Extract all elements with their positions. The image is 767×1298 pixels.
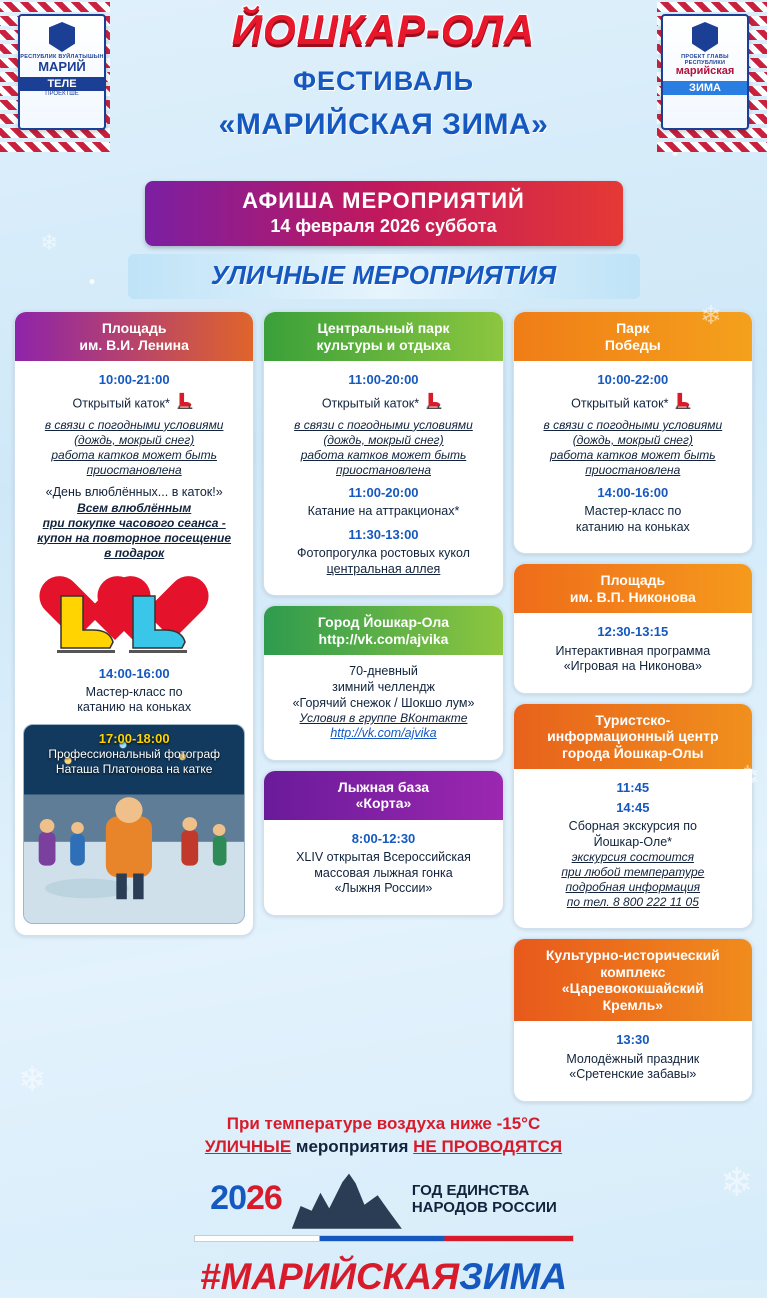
event-note: Всем влюблённым bbox=[77, 500, 192, 515]
photo-session-image bbox=[23, 724, 245, 924]
event-note: в связи с погодными условиями bbox=[543, 417, 723, 432]
ice-skate-icon bbox=[423, 391, 445, 418]
event-entry bbox=[272, 664, 494, 742]
snowflake-icon: ❄ bbox=[40, 230, 59, 255]
event-note: работа катков может быть bbox=[51, 447, 217, 462]
event-time: 8:00-12:30 bbox=[351, 830, 416, 846]
page-title-city: ЙОШКАР-ОЛА bbox=[231, 6, 536, 53]
event-card[interactable] bbox=[263, 605, 503, 761]
event-card-body bbox=[514, 769, 752, 928]
event-entry bbox=[23, 372, 245, 478]
event-entry bbox=[522, 372, 744, 478]
event-time: 14:45 bbox=[616, 799, 650, 815]
photo-time: 17:00-18:00 bbox=[98, 731, 170, 747]
event-text: зимний челлендж bbox=[332, 679, 435, 694]
event-text: катанию на коньках bbox=[575, 519, 690, 534]
year-caption-line1: ГОД ЕДИНСТВА bbox=[411, 1181, 530, 1199]
temperature-warning bbox=[12, 1114, 755, 1157]
event-entry bbox=[522, 624, 744, 675]
event-note: при покупке часового сеанса - bbox=[42, 515, 226, 530]
event-time: 14:00-16:00 bbox=[597, 484, 669, 500]
event-text: Интерактивная программа bbox=[555, 643, 711, 658]
event-entry bbox=[522, 485, 744, 536]
hashtag bbox=[0, 1256, 767, 1298]
event-time: 10:00-22:00 bbox=[597, 372, 669, 388]
event-card-body bbox=[264, 655, 502, 760]
event-text: Открытый каток* bbox=[23, 391, 245, 418]
event-time: 10:00-21:00 bbox=[98, 372, 170, 388]
event-time: 11:00-20:00 bbox=[348, 372, 419, 388]
snowflake-icon: ❄ bbox=[735, 761, 761, 794]
event-card[interactable] bbox=[14, 311, 254, 936]
event-note: Условия в группе ВКонтакте bbox=[299, 711, 468, 726]
warning-not-held: НЕ ПРОВОДЯТСЯ bbox=[413, 1136, 563, 1156]
event-time: 11:00-20:00 bbox=[348, 484, 419, 500]
event-text: «День влюблённых... в каток!» bbox=[45, 484, 223, 499]
event-time: 11:30-13:00 bbox=[348, 526, 419, 542]
events-column bbox=[263, 311, 503, 916]
logo-right-name: марийская bbox=[675, 65, 735, 77]
event-card-body bbox=[15, 361, 253, 935]
poster-title-banner bbox=[145, 181, 623, 246]
logo-right-band: ЗИМА bbox=[663, 81, 747, 95]
year-of-unity-logo bbox=[0, 1169, 767, 1229]
event-note: приостановлена bbox=[335, 462, 431, 477]
snowflake-icon: ❄ bbox=[20, 560, 36, 580]
event-text: Мастер-класс по bbox=[584, 504, 682, 519]
event-text: катанию на коньках bbox=[77, 700, 192, 715]
event-note: в связи с погодными условиями bbox=[44, 417, 224, 432]
event-text: Открытый каток* bbox=[272, 391, 494, 418]
ice-skate-icon bbox=[672, 391, 694, 418]
hashtag-part2: ЗИМА bbox=[459, 1255, 568, 1297]
year-caption-line2: НАРОДОВ РОССИИ bbox=[411, 1198, 557, 1216]
events-column bbox=[513, 311, 753, 1102]
event-card[interactable] bbox=[263, 311, 503, 596]
event-note: (дождь, мокрый снег) bbox=[74, 432, 195, 447]
event-card-title: Парк Победы bbox=[514, 312, 752, 361]
event-text: Фотопрогулка ростовых кукол bbox=[297, 546, 470, 561]
event-card-title: Культурно-исторический комплекс «Царевококшайский Кремль» bbox=[514, 939, 752, 1021]
event-card-title: Лыжная база «Корта» bbox=[264, 771, 502, 820]
snowflake-icon: ❄ bbox=[700, 300, 722, 330]
event-text: «Игровая на Никонова» bbox=[563, 659, 702, 674]
event-text: Йошкар-Оле* bbox=[593, 834, 673, 849]
year-caption bbox=[412, 1182, 557, 1217]
poster-header bbox=[0, 0, 767, 175]
event-text: Катание на аттракционах* bbox=[307, 504, 460, 519]
event-note: работа катков может быть bbox=[300, 447, 467, 462]
event-text: Мастер-класс по bbox=[85, 684, 183, 699]
logo-right-top: ПРОЕКТ ГЛАВЫ РЕСПУБЛИКИ bbox=[681, 54, 729, 66]
event-text: 70-дневный bbox=[349, 664, 418, 679]
event-entry bbox=[272, 372, 494, 478]
festival-name: «МАРИЙСКАЯ ЗИМА» bbox=[218, 108, 549, 141]
event-note: приостановлена bbox=[585, 462, 681, 477]
event-entry bbox=[522, 1032, 744, 1083]
event-entry bbox=[272, 527, 494, 578]
photo-caption-line: Наташа Платонова на катке bbox=[55, 762, 213, 777]
poster-title: АФИША МЕРОПРИЯТИЙ bbox=[242, 188, 525, 213]
event-card-title: Город Йошкар-Ола http://vk.com/ajvika bbox=[264, 606, 502, 655]
tricolor-bar bbox=[194, 1235, 574, 1242]
event-note: подробная информация bbox=[565, 880, 701, 895]
event-note: экскурсия состоится bbox=[571, 850, 694, 865]
event-card[interactable] bbox=[263, 770, 503, 916]
event-time: 13:30 bbox=[616, 1032, 650, 1048]
event-note: работа катков может быть bbox=[550, 447, 716, 462]
warning-street-word: УЛИЧНЫЕ bbox=[204, 1136, 292, 1156]
event-card-title: Туристско- информационный центр города Йошкар-Олы bbox=[514, 704, 752, 770]
event-note: центральная аллея bbox=[326, 561, 441, 576]
event-card-title: Центральный парк культуры и отдыха bbox=[264, 312, 502, 361]
warning-line-1: При температуре воздуха ниже -15°C bbox=[226, 1113, 541, 1133]
event-text: Молодёжный праздник bbox=[566, 1051, 700, 1066]
monument-icon bbox=[292, 1169, 402, 1229]
event-entry bbox=[23, 666, 245, 717]
event-entry bbox=[23, 485, 245, 561]
event-note: по тел. 8 800 222 11 05 bbox=[566, 895, 699, 910]
warning-mid: мероприятия bbox=[291, 1136, 414, 1156]
event-card-body bbox=[264, 820, 502, 915]
event-note: в подарок bbox=[104, 545, 165, 560]
event-note: (дождь, мокрый снег) bbox=[572, 432, 693, 447]
event-text: «Сретенские забавы» bbox=[569, 1067, 697, 1082]
event-card-title: Площадь им. В.П. Никонова bbox=[514, 564, 752, 613]
event-card[interactable] bbox=[513, 563, 753, 694]
vk-link[interactable]: http://vk.com/ajvika bbox=[330, 726, 437, 741]
event-note: в связи с погодными условиями bbox=[294, 417, 473, 432]
event-entry bbox=[272, 485, 494, 520]
section-title: УЛИЧНЫЕ МЕРОПРИЯТИЯ bbox=[128, 254, 640, 299]
ice-skate-icon bbox=[174, 391, 196, 418]
logo-left-bottom: ПРОЕКТШЕ bbox=[45, 90, 79, 97]
logo-left-band: ТЕЛЕ bbox=[20, 77, 104, 91]
snowflake-icon: ❄ bbox=[720, 1161, 754, 1205]
event-text: Открытый каток* bbox=[522, 391, 744, 418]
event-card-body bbox=[514, 1021, 752, 1101]
event-text: Сборная экскурсия по bbox=[568, 818, 697, 833]
snowflake-icon: ❄ bbox=[18, 1061, 47, 1099]
logo-left-name: МАРИЙ bbox=[38, 59, 86, 74]
event-text: «Лыжня России» bbox=[334, 881, 433, 896]
year-number bbox=[210, 1179, 282, 1218]
event-time: 12:30-13:15 bbox=[597, 624, 669, 640]
warning-line-2 bbox=[12, 1137, 755, 1157]
event-card[interactable] bbox=[513, 938, 753, 1102]
event-card-body bbox=[514, 613, 752, 693]
event-card-body bbox=[264, 361, 502, 595]
event-card-body bbox=[514, 361, 752, 553]
event-note: (дождь, мокрый снег) bbox=[323, 432, 444, 447]
hashtag-part1: #МАРИЙСКАЯ bbox=[199, 1255, 460, 1297]
event-note: купон на повторное посещение bbox=[37, 530, 232, 545]
logo-left-top: РЕСПУБЛИК ВУЙЛАТЫШЫН bbox=[20, 54, 104, 60]
event-card[interactable] bbox=[513, 703, 753, 929]
year-suffix: 26 bbox=[246, 1179, 282, 1218]
event-time: 14:00-16:00 bbox=[98, 665, 170, 681]
photo-caption-line: Профессиональный фотограф bbox=[48, 747, 220, 762]
event-time: 11:45 bbox=[616, 780, 650, 796]
event-card[interactable] bbox=[513, 311, 753, 554]
event-entry bbox=[272, 831, 494, 897]
hearts-skates-illustration bbox=[23, 568, 245, 664]
event-card-title: Площадь им. В.И. Ленина bbox=[15, 312, 253, 361]
event-text: «Горячий снежок / Шокшо лум» bbox=[292, 695, 475, 710]
year-prefix: 20 bbox=[210, 1179, 246, 1218]
festival-label: ФЕСТИВАЛЬ bbox=[292, 66, 475, 96]
event-note: приостановлена bbox=[86, 462, 182, 477]
events-column bbox=[14, 311, 254, 936]
event-text: массовая лыжная гонка bbox=[314, 865, 453, 880]
events-columns bbox=[0, 299, 767, 1102]
event-note: при любой температуре bbox=[561, 865, 705, 880]
event-text: XLIV открытая Всероссийская bbox=[296, 850, 471, 865]
event-entry bbox=[522, 780, 744, 910]
poster-date: 14 февраля 2026 суббота bbox=[270, 216, 497, 236]
